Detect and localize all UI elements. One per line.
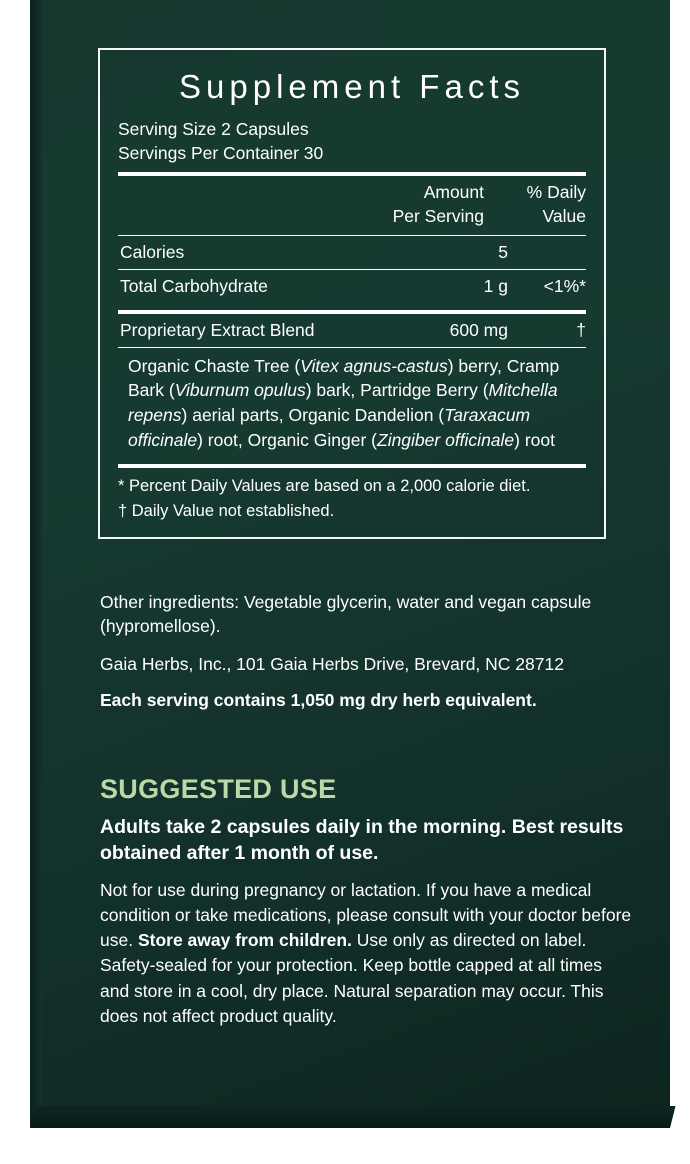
dry-herb-equivalent: Each serving contains 1,050 mg dry herb equivalent.	[100, 690, 537, 711]
panel-left-edge	[30, 0, 42, 1128]
servings-per-container-line: Servings Per Container 30	[118, 142, 324, 163]
supplement-facts-title: Supplement Facts	[179, 68, 525, 105]
amount-header-line1: Amount	[423, 182, 484, 203]
nutrient-name: Total Carbohydrate	[120, 275, 268, 296]
supplement-label-panel	[30, 0, 670, 1128]
suggested-use-directions: Adults take 2 capsules daily in the morning. Best results obtained after 1 month of use.	[100, 816, 624, 864]
suggested-use-section	[100, 774, 635, 1029]
footnote-dagger: † Daily Value not established.	[118, 501, 335, 520]
column-headers	[118, 176, 586, 234]
amount-header	[314, 181, 484, 228]
daily-value-header	[512, 181, 586, 228]
other-ingredients: Other ingredients: Vegetable glycerin, water and vegan capsule (hypromellose).	[100, 592, 592, 637]
footnote-daily-value-basis: * Percent Daily Values are based on a 2,000 calorie diet.	[118, 476, 531, 495]
manufacturer-address: Gaia Herbs, Inc., 101 Gaia Herbs Drive, Brevard, NC 28712	[100, 654, 564, 675]
amount-header-line2: Per Serving	[392, 205, 484, 226]
proprietary-blend-row	[118, 314, 586, 347]
panel-bottom-edge	[30, 1106, 675, 1128]
supplement-facts-box	[98, 48, 606, 539]
serving-size-line: Serving Size 2 Capsules	[118, 119, 309, 139]
table-row	[118, 236, 586, 269]
nutrient-amount: 1 g	[483, 275, 508, 296]
dv-header-line1: % Daily	[526, 182, 586, 203]
suggested-use-warnings: Not for use during pregnancy or lactation. If you have a medical condition or take medications, please consult with your doctor before use. Store away from children. Use only as directed on label. Safety-sealed for your protection. Keep bottle capped at all times and store in a cool, dry place. Natural separation may occur. This does not affect product quality.	[100, 879, 632, 1026]
blend-ingredients: Organic Chaste Tree (Vitex agnus-castus) berry, Cramp Bark (Viburnum opulus) bark, Partridge Berry (Mitchella repens) aerial parts, Organic Dandelion (Taraxacum officinale) root, Organic Ginger (Zingiber officinale) root	[128, 355, 560, 451]
nutrient-name: Calories	[120, 241, 185, 262]
blend-name: Proprietary Extract Blend	[120, 319, 315, 340]
nutrient-dv: <1%*	[543, 275, 586, 296]
table-row	[118, 270, 586, 303]
dv-header-line2: Value	[542, 205, 586, 226]
below-facts-section	[100, 590, 620, 713]
nutrient-amount: 5	[498, 241, 508, 262]
blend-amount: 600 mg	[449, 319, 508, 340]
blend-dv: †	[576, 319, 586, 340]
suggested-use-heading: SUGGESTED USE	[100, 774, 337, 804]
